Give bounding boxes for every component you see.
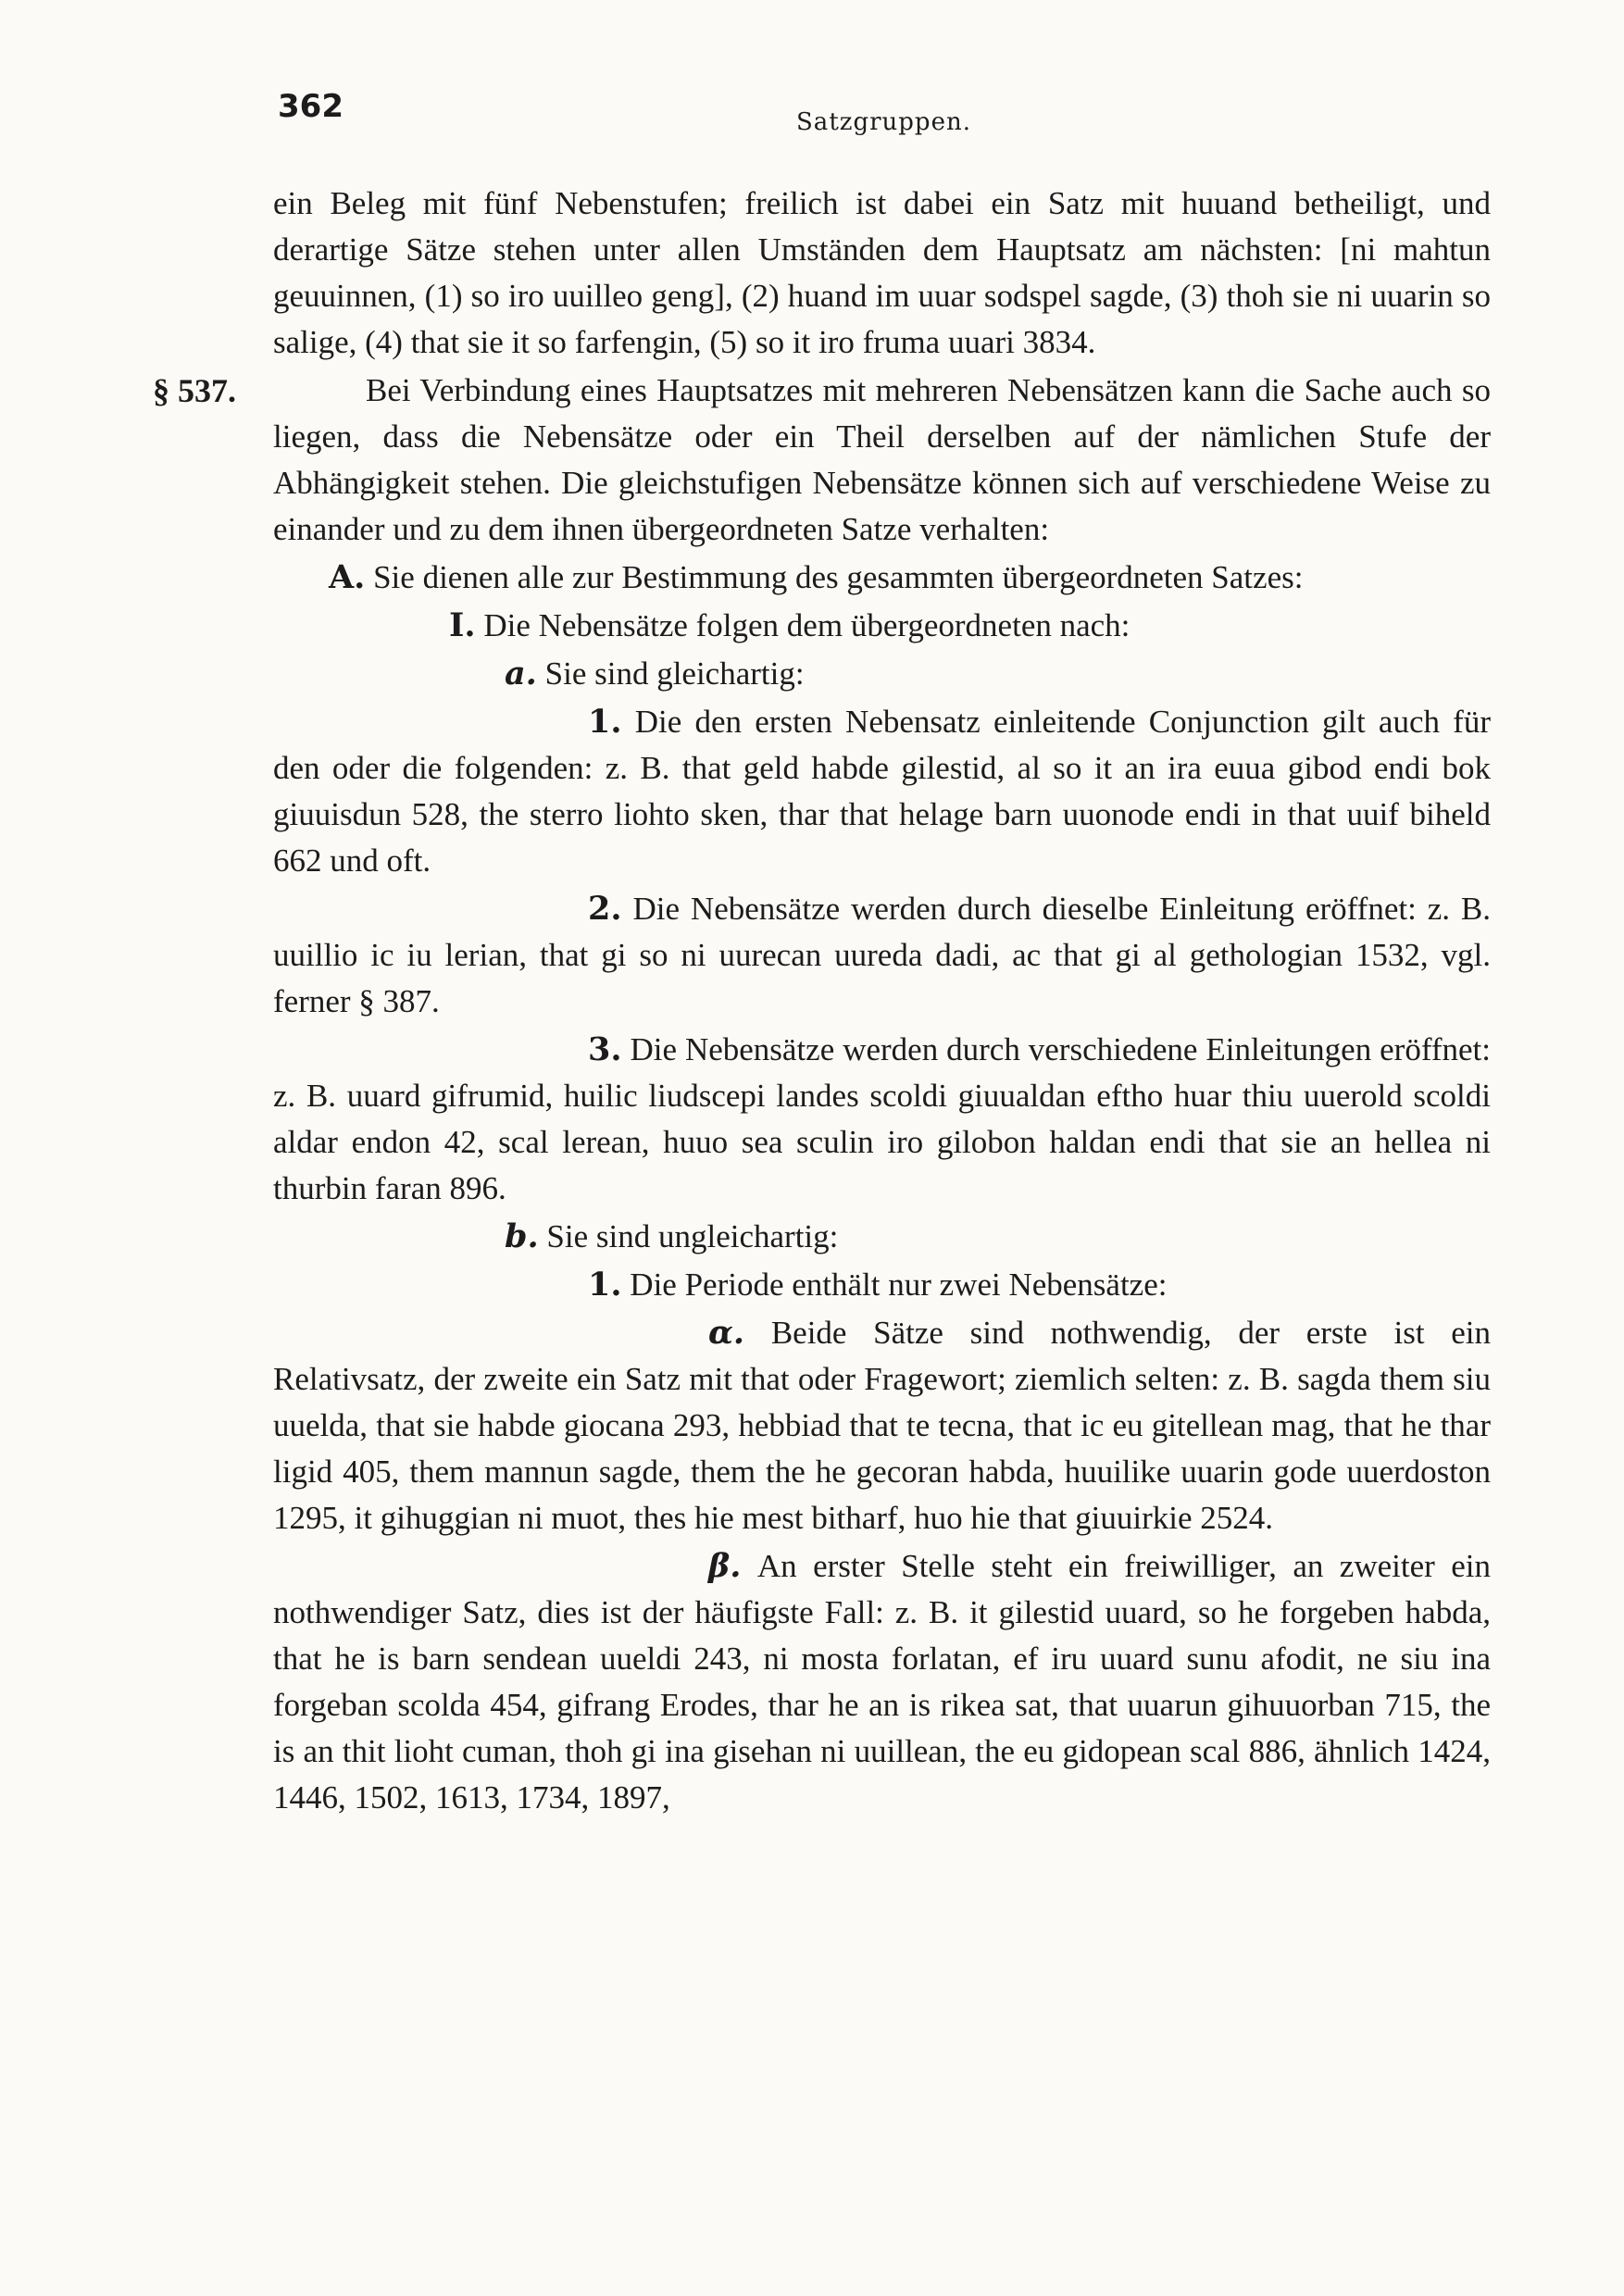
point-b1 — [273, 1262, 1491, 1308]
point-b-text: Sie sind ungleichartig: — [546, 1218, 839, 1254]
point-beta-marker: β. — [708, 1547, 742, 1585]
point-a2-marker: 2. — [588, 890, 622, 928]
point-a-text: Sie sind gleichartig: — [544, 655, 805, 692]
point-A-marker: A. — [329, 558, 366, 596]
point-a2-text: Die Nebensätze werden durch dieselbe Einleitung eröffnet: z. B. uuillio ic iu lerian, that gi so ni uurecan uureda dadi, ac that gi al gethologian 1532, vgl. ferner § 387. — [273, 891, 1492, 1019]
point-I-text: Die Nebensätze folgen dem übergeordneten nach: — [483, 607, 1131, 643]
point-a1-text: Die den ersten Nebensatz einleitende Conjunction gilt auch für den oder die folgenden: z. B. that geld habde gilestid, al so it an ira euua gibod endi bok giuuisdun 528, the sterro liohto sken, thar that helage barn uuonode endi in that uuif biheld 662 und oft. — [273, 704, 1491, 879]
point-b1-marker: 1. — [588, 1266, 622, 1304]
point-alpha-marker: α. — [708, 1314, 745, 1352]
section-537-paragraph — [153, 368, 1491, 553]
point-a — [273, 651, 1491, 697]
point-b-marker: b. — [505, 1217, 539, 1255]
continuation-paragraph: ein Beleg mit fünf Nebenstufen; freilich ist dabei ein Satz mit huuand betheiligt, und derartige Sätze stehen unter allen Umständen dem Hauptsatz am nächsten: [ni mahtun geuuinnen, (1) so iro uuilleo geng], (2) huand im uuar sodspel sagde, (3) thoh sie ni uuarin so salige, (4) that sie it so farfengin, (5) so it iro fruma uuari 3834. — [273, 185, 1491, 360]
point-a2 — [273, 886, 1491, 1025]
page-header — [278, 88, 1481, 144]
page-body — [153, 181, 1492, 1823]
point-a1 — [273, 699, 1491, 884]
point-a-marker: a. — [505, 655, 537, 693]
point-a3-marker: 3. — [588, 1030, 622, 1068]
point-A-text: Sie dienen alle zur Bestimmung des gesammten übergeordneten Satzes: — [373, 559, 1304, 595]
point-a3 — [273, 1027, 1491, 1212]
point-A — [273, 555, 1491, 601]
point-a1-marker: 1. — [588, 703, 622, 741]
point-I-marker: I. — [449, 606, 476, 644]
page-number: 362 — [278, 88, 344, 125]
point-alpha-text: Beide Sätze sind nothwendig, der erste ist ein Relativsatz, der zweite ein Satz mit that oder Fragewort; ziemlich selten: z. B. sagda them siu uuelda, that sie habde giocana 293, hebbiad that te tecna, that ic eu gitellean mag, that he thar ligid 405, them mannun sagde, them the he gecoran habda, huuilike uuarin gode uuerdoston 1295, it gihuggian ni muot, thes hie mest bitharf, huo hie that giuuirkie 2524. — [273, 1315, 1491, 1536]
point-a3-text: Die Nebensätze werden durch verschiedene Einleitungen eröffnet: z. B. uuard gifrumid, huilic liudscepi landes scoldi giuualdan eftho huar thiu uuerold scoldi aldar endon 42, scal lerean, huuo sea sculin iro gilobon haldan endi that sie an hellea ni thurbin faran 896. — [273, 1031, 1491, 1206]
section-537-text: Bei Verbindung eines Hauptsatzes mit mehreren Nebensätzen kann die Sache auch so liegen, dass die Nebensätze oder ein Theil derselben auf der nämlichen Stufe der Abhängigkeit stehen. Die gleichstufigen Nebensätze können sich auf verschiedene Weise zu einander und zu dem ihnen übergeordneten Satze verhalten: — [273, 372, 1491, 547]
point-I — [273, 603, 1491, 649]
point-b1-text: Die Periode enthält nur zwei Nebensätze: — [630, 1267, 1168, 1303]
section-mark: § 537. — [153, 372, 236, 409]
point-b — [273, 1214, 1491, 1260]
point-alpha — [273, 1310, 1491, 1541]
point-beta — [273, 1543, 1491, 1821]
running-title: Satzgruppen. — [796, 108, 971, 136]
point-beta-text: An erster Stelle steht ein freiwilliger, an zweiter ein nothwendiger Satz, dies ist der häufigste Fall: z. B. it gilestid uuard, so he forgeben habda, that he is barn sendean uueldi 243, ni mosta forlatan, ef iru uuard sunu afodit, ne siu ina forgeban scolda 454, gifrang Erodes, thar he an is rikea sat, that uuarun gihuuorban 715, the is an thit lioht cuman, thoh gi ina gisehan ni uuillean, the eu gidopean scal 886, ähnlich 1424, 1446, 1502, 1613, 1734, 1897, — [273, 1548, 1491, 1816]
